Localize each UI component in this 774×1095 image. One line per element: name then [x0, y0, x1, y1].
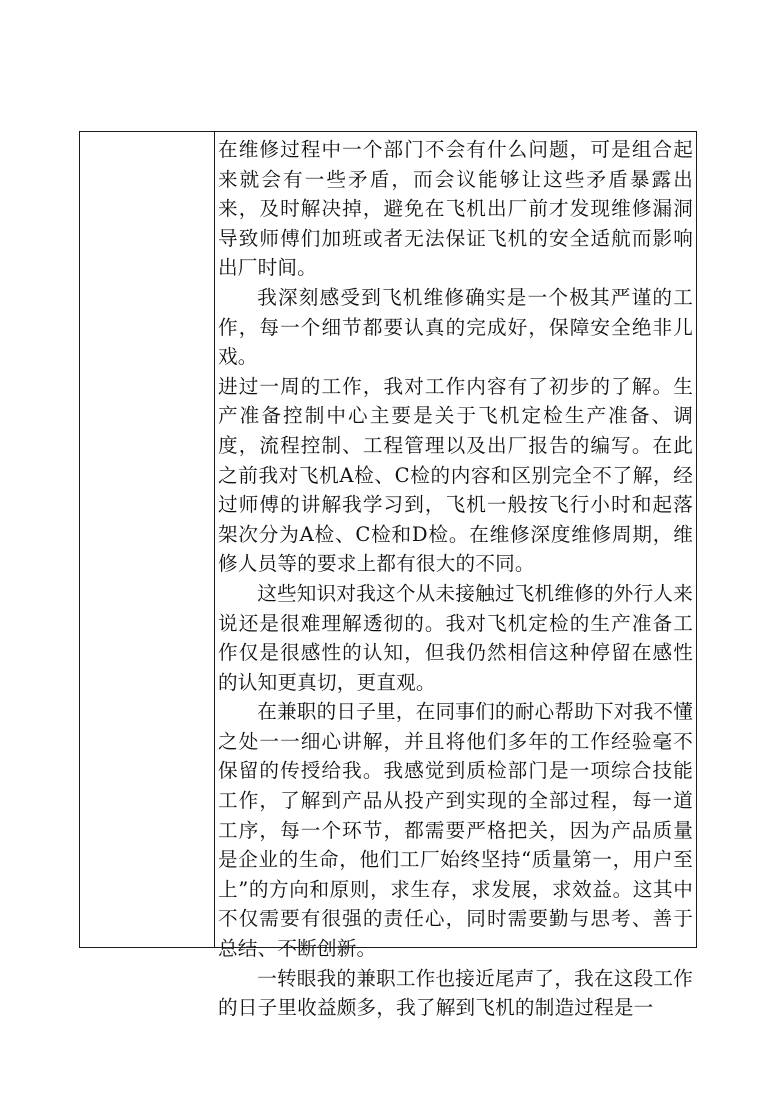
content-cell — [215, 132, 696, 1020]
paragraph-2: 我深刻感受到飞机维修确实是一个极其严谨的工作，每一个细节都要认真的完成好，保障安全绝非儿戏。 — [218, 285, 693, 369]
paragraph-4: 这些知识对我这个从未接触过飞机维修的外行人来说还是很难理解透彻的。我对飞机定检的生产准备工作仅是很感性的认知，但我仍然相信这种停留在感性的认知更真切，更直观。 — [218, 581, 693, 694]
label-cell — [80, 132, 215, 947]
form-table — [79, 131, 697, 1020]
paragraph-3: 进过一周的工作，我对工作内容有了初步的了解。生产准备控制中心主要是关于飞机定检生产准备、调度，流程控制、工程管理以及出厂报告的编写。在此之前我对飞机A检、C检的内容和区别完全不了解，经过师傅的讲解我学习到，飞机一般按飞行小时和起落架次分为A检、C检和D检。在维修深度维修周期，维修人员等的要求上都有很大的不同。 — [218, 374, 693, 576]
paragraph-6: 一转眼我的兼职工作也接近尾声了，我在这段工作的日子里收益颇多，我了解到飞机的制造过程是一 — [218, 966, 693, 1020]
paragraph-1: 在维修过程中一个部门不会有什么问题，可是组合起来就会有一些矛盾，而会议能够让这些矛盾暴露出来，及时解决掉，避免在飞机出厂前才发现维修漏洞导致师傅们加班或者无法保证飞机的安全适航而影响出厂时间。 — [218, 138, 693, 280]
paragraph-5: 在兼职的日子里，在同事们的耐心帮助下对我不懂之处一一细心讲解，并且将他们多年的工作经验毫不保留的传授给我。我感觉到质检部门是一项综合技能工作，了解到产品从投产到实现的全部过程，每一道工序，每一个环节，都需要严格把关，因为产品质量是企业的生命，他们工厂始终坚持“质量第一，用户至上”的方向和原则，求生存，求发展，求效益。这其中不仅需要有很强的责任心，同时需要勤与思考、善于总结、不断创新。 — [218, 700, 693, 961]
